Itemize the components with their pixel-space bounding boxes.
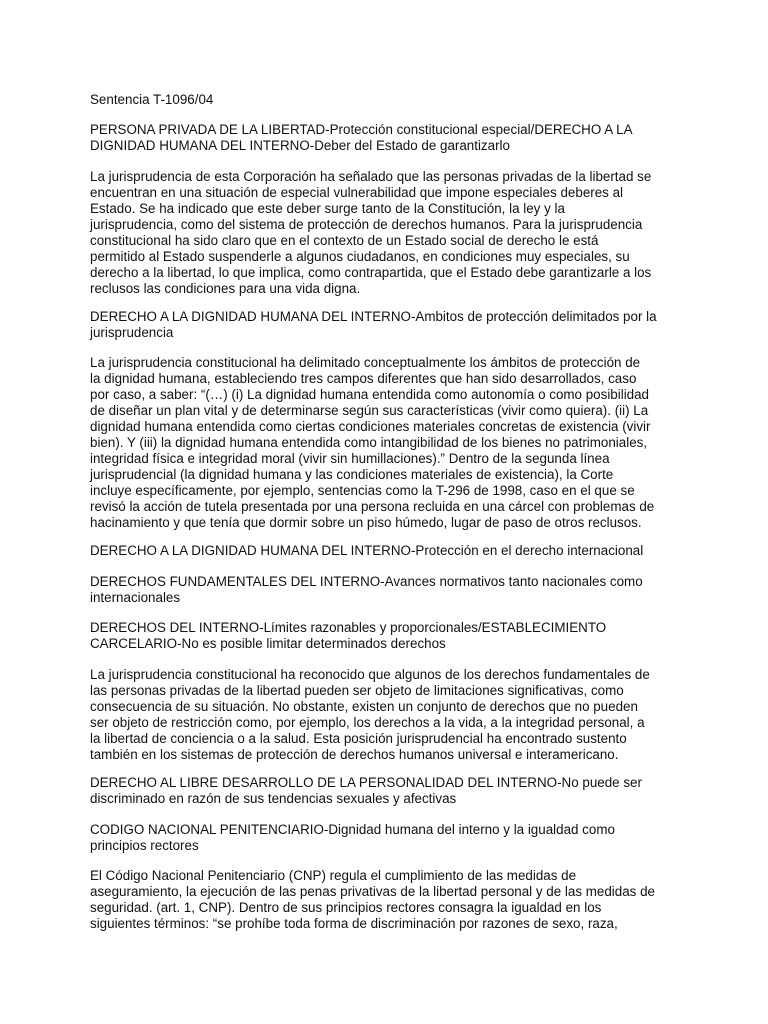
summary-heading: [90, 122, 730, 154]
summary-heading: [90, 309, 730, 341]
text-line: DERECHOS DEL INTERNO-Límites razonables y proporcionales/ESTABLECIMIENTO: [90, 620, 607, 635]
text-line: DERECHOS FUNDAMENTALES DEL INTERNO-Avances normativos tanto nacionales como: [90, 574, 643, 589]
text-line: las personas privadas de la libertad pueden ser objeto de limitaciones significativas, como: [90, 683, 624, 698]
text-line: internacionales: [90, 590, 181, 605]
text-line: La jurisprudencia de esta Corporación ha señalado que las personas privadas de la libertad se: [90, 169, 652, 184]
text-line: La jurisprudencia constitucional ha reconocido que algunos de los derechos fundamentales de: [90, 667, 650, 682]
text-line: derecho a la libertad, lo que implica, como contrapartida, que el Estado debe garantizarle a los: [90, 265, 652, 280]
text-line: DERECHO A LA DIGNIDAD HUMANA DEL INTERNO-Protección en el derecho internacional: [90, 543, 644, 558]
text-line: reclusos las condiciones para una vida digna.: [90, 281, 361, 296]
text-line: CODIGO NACIONAL PENITENCIARIO-Dignidad humana del interno y la igualdad como: [90, 822, 615, 837]
text-line: consecuencia de su situación. No obstante, existen un conjunto de derechos que no pueden: [90, 699, 638, 714]
text-line: Sentencia T-1096/04: [90, 92, 214, 107]
summary-paragraph: [90, 169, 730, 297]
text-line: La jurisprudencia constitucional ha delimitado conceptualmente los ámbitos de protección de: [90, 355, 641, 370]
summary-heading: [90, 574, 730, 606]
summary-heading: [90, 543, 730, 559]
summary-heading: [90, 775, 730, 807]
text-line: jurisprudencia, como del sistema de protección de derechos humanos. Para la jurisprudencia: [90, 217, 643, 232]
text-line: discriminado en razón de sus tendencias sexuales y afectivas: [90, 791, 457, 806]
text-line: jurisprudencia: [90, 325, 174, 340]
summary-paragraph: [90, 355, 730, 531]
summary-heading: [90, 620, 730, 652]
text-line: CARCELARIO-No es posible limitar determinados derechos: [90, 636, 446, 651]
text-line: la libertad de conciencia o a la salud. Esta posición jurisprudencial ha encontrado sustento: [90, 731, 627, 746]
text-line: principios rectores: [90, 838, 199, 853]
text-line: dignidad humana entendida como ciertas condiciones materiales concretas de existencia (vivir: [90, 419, 651, 434]
text-line: constitucional ha sido claro que en el contexto de un Estado social de derecho le está: [90, 233, 599, 248]
text-line: integridad física e integridad moral (vivir sin humillaciones).” Dentro de la segunda línea: [90, 451, 610, 466]
summary-paragraph: [90, 667, 730, 763]
text-line: de diseñar un plan vital y de determinarse según sus características (vivir como quiera). (ii) La: [90, 403, 649, 418]
text-line: PERSONA PRIVADA DE LA LIBERTAD-Protección constitucional especial/DERECHO A LA: [90, 122, 633, 137]
text-line: por caso, a saber: “(…) (i) La dignidad humana entendida como autonomía o como posibilidad: [90, 387, 650, 402]
text-line: DIGNIDAD HUMANA DEL INTERNO-Deber del Estado de garantizarlo: [90, 138, 510, 153]
text-line: siguientes términos: “se prohíbe toda forma de discriminación por razones de sexo, raza,: [90, 916, 618, 931]
summary-heading: [90, 822, 730, 854]
text-line: encuentran en una situación de especial vulnerabilidad que impone especiales deberes al: [90, 185, 624, 200]
text-line: hacinamiento y que tenía que dormir sobre un piso húmedo, lugar de paso de otros reclusos.: [90, 515, 642, 530]
text-line: revisó la acción de tutela presentada por una persona recluida en una cárcel con problemas de: [90, 499, 655, 514]
text-line: DERECHO AL LIBRE DESARROLLO DE LA PERSONALIDAD DEL INTERNO-No puede ser: [90, 775, 642, 790]
text-line: permitido al Estado suspenderle a algunos ciudadanos, en condiciones muy especiales, su: [90, 249, 630, 264]
document-title: [90, 92, 730, 108]
text-line: El Código Nacional Penitenciario (CNP) regula el cumplimiento de las medidas de: [90, 868, 577, 883]
text-line: aseguramiento, la ejecución de las penas privativas de la libertad personal y de las medidas de: [90, 884, 655, 899]
text-line: Estado. Se ha indicado que este deber surge tanto de la Constitución, la ley y la: [90, 201, 565, 216]
text-line: también en los sistemas de protección de derechos humanos universal e interamericano.: [90, 747, 619, 762]
text-line: DERECHO A LA DIGNIDAD HUMANA DEL INTERNO-Ambitos de protección delimitados por la: [90, 309, 657, 324]
text-line: jurisprudencial (la dignidad humana y las condiciones materiales de existencia), la Corte: [90, 467, 614, 482]
summary-paragraph: [90, 868, 730, 932]
text-line: seguridad. (art. 1, CNP). Dentro de sus principios rectores consagra la igualdad en los: [90, 900, 602, 915]
text-line: ser objeto de restricción como, por ejemplo, los derechos a la vida, a la integridad personal, a: [90, 715, 645, 730]
text-line: la dignidad humana, estableciendo tres campos diferentes que han sido desarrollados, caso: [90, 371, 637, 386]
text-line: incluye específicamente, por ejemplo, sentencias como la T-296 de 1998, caso en el que se: [90, 483, 635, 498]
text-line: bien). Y (iii) la dignidad humana entendida como intangibilidad de los bienes no patrimoniales,: [90, 435, 648, 450]
